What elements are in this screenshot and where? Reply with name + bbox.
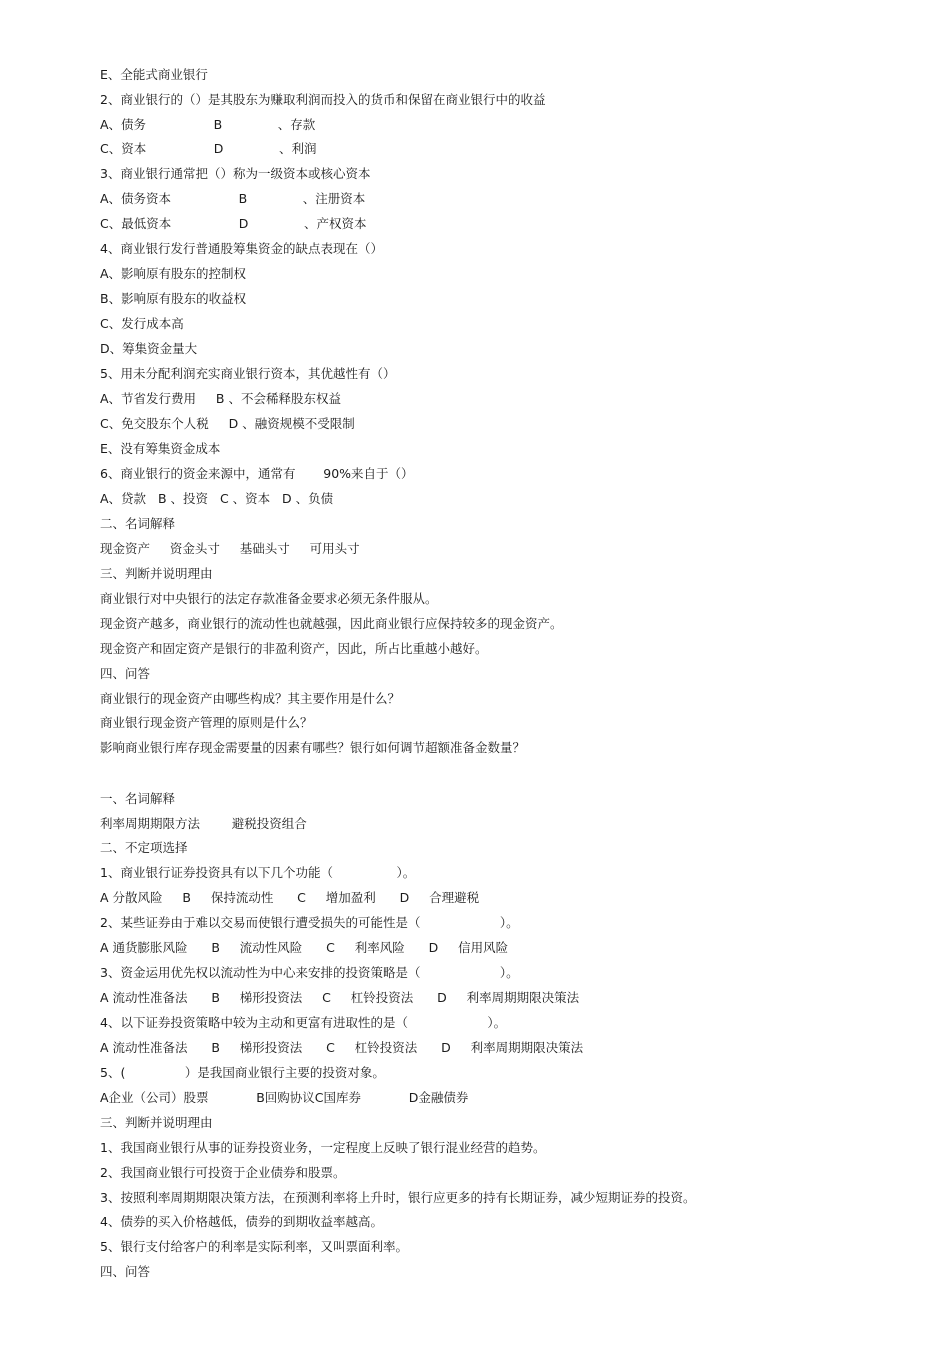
text-line: 3、商业银行通常把（）称为一级资本或核心资本: [100, 166, 371, 181]
text-line: 4、以下证券投资策略中较为主动和更富有进取性的是（ ）。: [100, 1015, 507, 1030]
text-line: 2、某些证券由于难以交易而使银行遭受损失的可能性是（ ）。: [100, 915, 519, 930]
text-line: A 流动性准备法 B 梯形投资法 C 杠铃投资法 D 利率周期期限决策法: [100, 990, 580, 1005]
section-heading: 二、名词解释: [100, 516, 176, 531]
section-heading: 二、不定项选择: [100, 840, 188, 855]
text-line: A 分散风险 B 保持流动性 C 增加盈利 D 合理避税: [100, 890, 480, 905]
text-line: 商业银行现金资产管理的原则是什么？: [100, 715, 313, 730]
text-line: A、贷款 B 、投资 C 、资本 D 、负债: [100, 491, 334, 506]
text-line: C、资本 D 、利润: [100, 141, 317, 156]
text-line: 6、商业银行的资金来源中，通常有 90%来自于（）: [100, 466, 414, 481]
text-line: 利率周期期限方法 避税投资组合: [100, 816, 307, 831]
text-line: 现金资产越多，商业银行的流动性也就越强，因此商业银行应保持较多的现金资产。: [100, 616, 563, 631]
text-line: 现金资产和固定资产是银行的非盈利资产，因此，所占比重越小越好。: [100, 641, 488, 656]
section-heading: 一、名词解释: [100, 791, 176, 806]
text-line: C、发行成本高: [100, 316, 184, 331]
text-line: A 通货膨胀风险 B 流动性风险 C 利率风险 D 信用风险: [100, 940, 509, 955]
text-line: 影响商业银行库存现金需要量的因素有哪些？银行如何调节超额准备金数量？: [100, 740, 526, 755]
section-heading: 三、判断并说明理由: [100, 566, 213, 581]
text-line: 1、商业银行证券投资具有以下几个功能（ ）。: [100, 865, 416, 880]
text-line: A企业（公司）股票 B回购协议C国库券 D金融债券: [100, 1090, 469, 1105]
text-line: 商业银行对中央银行的法定存款准备金要求必须无条件服从。: [100, 591, 438, 606]
text-line: A、债务资本 B 、注册资本: [100, 191, 366, 206]
text-line: D、筹集资金量大: [100, 341, 198, 356]
text-line: 现金资产 资金头寸 基础头寸 可用头寸: [100, 541, 360, 556]
text-line: 5、( ）是我国商业银行主要的投资对象。: [100, 1065, 385, 1080]
text-line: B、影响原有股东的收益权: [100, 291, 247, 306]
text-line: 商业银行的现金资产由哪些构成？其主要作用是什么？: [100, 691, 401, 706]
text-line: 1、我国商业银行从事的证券投资业务，一定程度上反映了银行混业经营的趋势。: [100, 1140, 546, 1155]
text-line: 4、债券的买入价格越低，债券的到期收益率越高。: [100, 1214, 383, 1229]
text-line: A、节省发行费用 B 、不会稀释股东权益: [100, 391, 341, 406]
text-line: E、全能式商业银行: [100, 67, 208, 82]
text-line: 5、银行支付给客户的利率是实际利率，又叫票面利率。: [100, 1239, 408, 1254]
text-line: 3、按照利率周期期限决策方法，在预测利率将上升时，银行应更多的持有长期证券，减少短期证券的投资。: [100, 1190, 696, 1205]
text-line: 2、我国商业银行可投资于企业债券和股票。: [100, 1165, 346, 1180]
text-line: C、最低资本 D 、产权资本: [100, 216, 367, 231]
section-heading: 三、判断并说明理由: [100, 1115, 213, 1130]
text-line: A 流动性准备法 B 梯形投资法 C 杠铃投资法 D 利率周期期限决策法: [100, 1040, 584, 1055]
text-line: E、没有筹集资金成本: [100, 441, 221, 456]
text-line: A、债务 B 、存款: [100, 117, 316, 132]
text-line: 2、商业银行的（）是其股东为赚取利润而投入的货币和保留在商业银行中的收益: [100, 92, 546, 107]
text-line: 5、用未分配利润充实商业银行资本，其优越性有（）: [100, 366, 396, 381]
text-line: 4、商业银行发行普通股筹集资金的缺点表现在（）: [100, 241, 383, 256]
text-line: A、影响原有股东的控制权: [100, 266, 247, 281]
text-line: C、免交股东个人税 D 、融资规模不受限制: [100, 416, 355, 431]
text-line: 3、资金运用优先权以流动性为中心来安排的投资策略是（ ）。: [100, 965, 519, 980]
section-heading: 四、问答: [100, 1264, 151, 1279]
section-heading: 四、问答: [100, 666, 151, 681]
